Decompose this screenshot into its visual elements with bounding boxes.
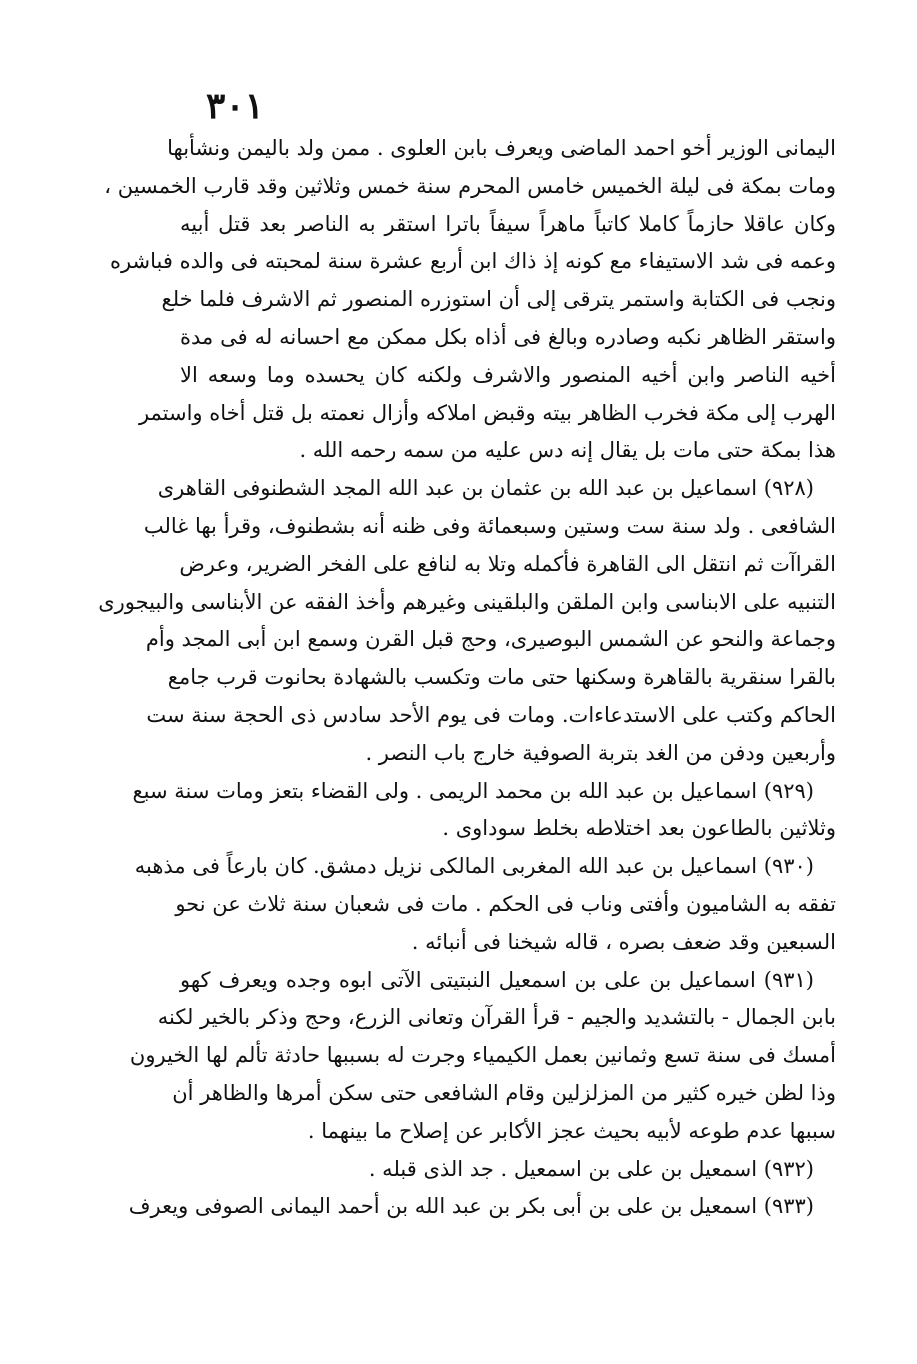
text-line: هذا بمكة حتى مات بل يقال إنه دس عليه من سمه رحمه الله . [299,438,836,463]
text-line: الشافعى . ولد سنة ست وستين وسبعمائة وفى ظنه أنه بشطنوف، وقرأ بها غالب [143,513,836,538]
text-line: التنبيه على الابناسى وابن الملقن والبلقينى وغيرهم وأخذ الفقه عن الأبناسى والبيجورى [98,589,836,614]
text-line: اليمانى الوزير أخو احمد الماضى ويعرف بابن العلوى . ممن ولد باليمن ونشأبها [167,136,836,160]
text-line: السبعين وقد ضعف بصره ، قاله شيخنا فى أنبائه . [411,929,836,954]
text-line: تفقه به الشاميون وأفتى وناب فى الحكم . مات فى شعبان سنة ثلاث عن نحو [175,891,836,916]
text-line: (٩٢٨) اسماعيل بن عبد الله بن عثمان بن عبد الله المجد الشطنوفى القاهرى [157,476,814,501]
text-line: الهرب إلى مكة فخرب الظاهر بيته وقبض املاكه وأزال نعمته بل قتل أخاه واستمر [138,400,836,425]
text-line: (٩٣٢) اسمعيل بن على بن اسمعيل . جد الذى قبله . [368,1156,814,1181]
text-line: ونجب فى الكتابة واستمر يترقى إلى أن استوزره المنصور ثم الاشرف فلما خلع [161,287,836,312]
text-line: وكان عاقلا حازماً كاملا كاتباً ماهراً سيفاً باترا استقر به الناصر بعد قتل أبيه [180,211,836,236]
text-line: بالقرا سنقرية بالقاهرة وسكنها حتى مات وتكسب بالشهادة بحانوت قرب جامع [167,665,836,690]
text-line: بابن الجمال - بالتشديد والجيم - قرأ القرآن وتعانى الزرع، وحج وذكر بالخير لكنه [157,1005,836,1030]
text-line: وجماعة والنحو عن الشمس البوصيرى، وحج قبل القرن وسمع ابن أبى المجد وأم [145,627,836,652]
text-line: القراآت ثم انتقل الى القاهرة فأكمله وتلا به لنافع على الفخر الضرير، وعرض [179,551,836,576]
body-text [98,130,836,1226]
text-line: ومات بمكة فى ليلة الخميس خامس المحرم سنة خمس وثلاثين وقد قارب الخمسين ، [104,173,836,198]
text-line: سببها عدم طوعه لأبيه بحيث عجز الأكابر عن إصلاح ما بينهما . [307,1118,836,1143]
text-line: وأربعين ودفن من الغد بتربة الصوفية خارج باب النصر . [365,740,836,765]
text-line: وذا لظن خيره كثير من المزلزلين وقام الشافعى حتى سكن أمرها والظاهر أن [172,1080,836,1105]
text-line: وثلاثين بالطاعون بعد اختلاطه بخلط سوداوى . [442,816,836,841]
text-line: أخيه الناصر وابن أخيه المنصور والاشرف ولكنه كان يحسده وما وسعه الا [180,362,836,387]
text-line: وعمه فى شد الاستيفاء مع كونه إذ ذاك ابن أربع عشرة سنة لمحبته فى والده فباشره [109,249,836,274]
text-line: واستقر الظاهر نكبه وصادره وبالغ فى أذاه بكل ممكن مع احسانه له فى مدة [180,324,836,349]
text-line: (٩٣٣) اسمعيل بن على بن أبى بكر بن عبد الله بن أحمد اليمانى الصوفى ويعرف [128,1194,814,1219]
text-line: (٩٣٠) اسماعيل بن عبد الله المغربى المالكى نزيل دمشق. كان بارعاً فى مذهبه [134,854,814,879]
text-line: (٩٣١) اسماعيل بن على بن اسمعيل النبتيتى الآتى ابوه وجده ويعرف كهو [180,967,814,992]
text-line: (٩٢٩) اسماعيل بن عبد الله بن محمد الريمى . ولى القضاء بتعز ومات سنة سبع [132,778,814,803]
text-line: الحاكم وكتب على الاستدعاءات. ومات فى يوم الأحد سادس ذى الحجة سنة ست [146,702,836,727]
text-line: أمسك فى سنة تسع وثمانين بعمل الكيمياء وجرت له بسببها حادثة تألم لها الخيرون [129,1043,836,1068]
page-number: ٣٠١ [205,85,264,127]
